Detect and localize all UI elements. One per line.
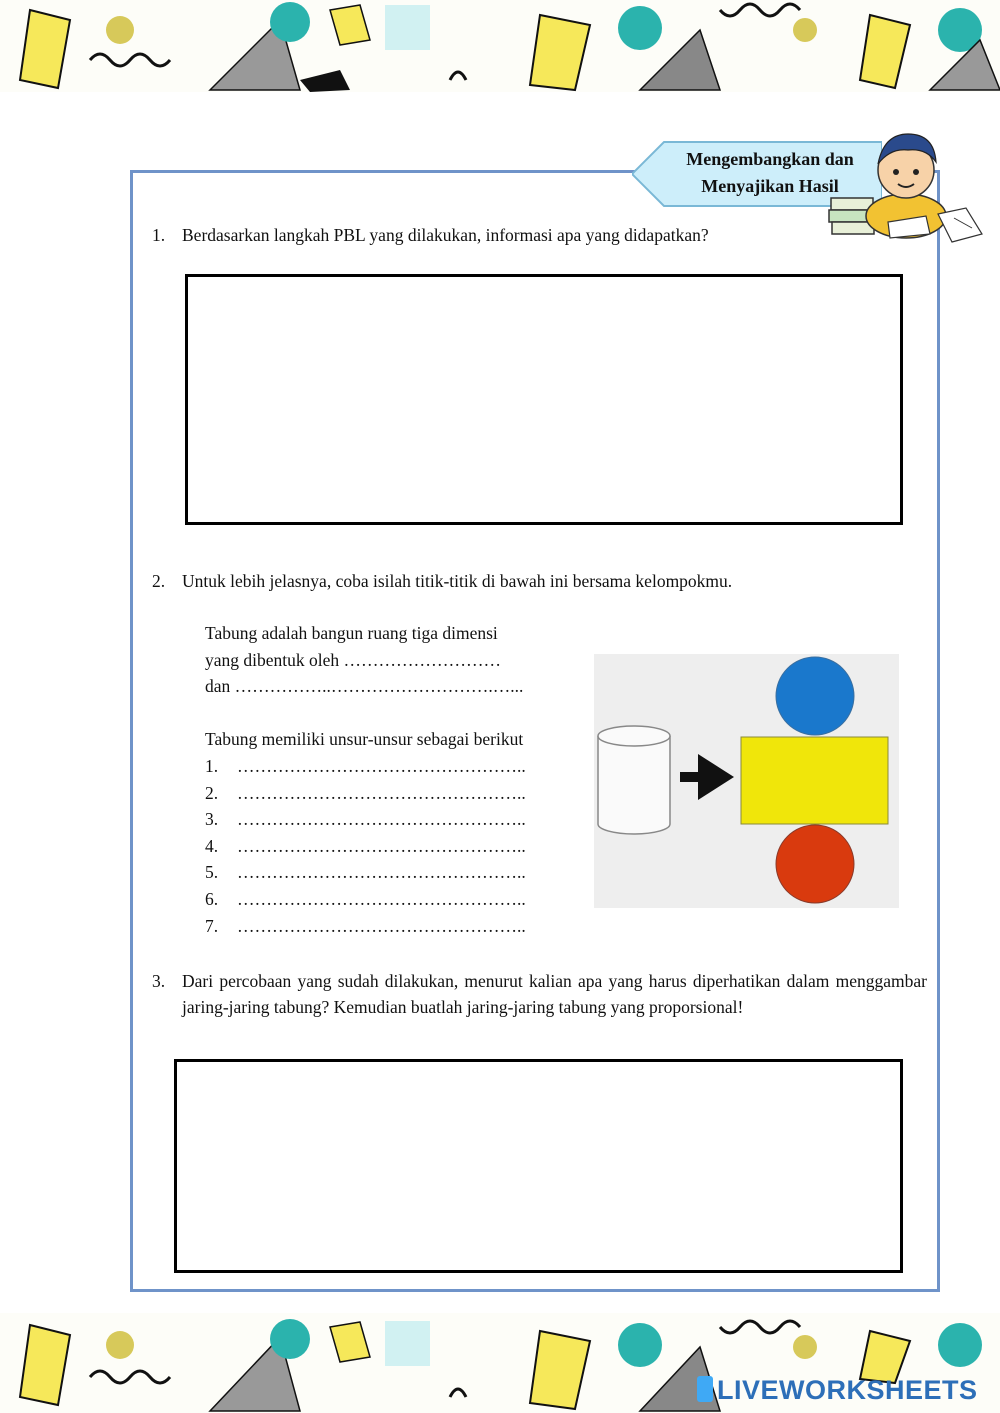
- element-item[interactable]: 5. …………………………………………..: [205, 862, 526, 883]
- question-1-number: 1.: [152, 225, 166, 245]
- fill-in-line-1: Tabung adalah bangun ruang tiga dimensi: [205, 623, 498, 643]
- banner-pattern-icon: [0, 0, 1000, 92]
- fill-in-block: [205, 620, 585, 939]
- answer-box-3[interactable]: [174, 1059, 903, 1273]
- question-2-text: Untuk lebih jelasnya, coba isilah titik-titik di bawah ini bersama kelompokmu.: [182, 571, 733, 591]
- lateral-rectangle-icon: [741, 737, 888, 824]
- element-item[interactable]: 3. …………………………………………..: [205, 809, 526, 830]
- element-item[interactable]: 7. …………………………………………..: [205, 915, 526, 936]
- section-tag-line2: Menyajikan Hasil: [701, 176, 839, 196]
- bottom-circle-icon: [776, 825, 854, 903]
- cylinder-icon: [598, 726, 670, 834]
- element-item[interactable]: 4. …………………………………………..: [205, 835, 526, 856]
- question-3-number: 3.: [152, 971, 166, 991]
- fill-in-line-2[interactable]: yang dibentuk oleh ………………………: [205, 649, 502, 670]
- liveworksheets-watermark: [697, 1374, 978, 1406]
- element-item[interactable]: 2. …………………………………………..: [205, 782, 526, 803]
- watermark-text: LIVEWORKSHEETS: [717, 1375, 978, 1405]
- fill-in-line-3[interactable]: dan ……………..……………………….…...: [205, 676, 524, 697]
- element-item[interactable]: 6. …………………………………………..: [205, 888, 526, 909]
- question-3-text: Dari percobaan yang sudah dilakukan, menurut kalian apa yang harus diperhatikan dalam menggambar jaring-jaring tabung? Kemudian buatlah jaring-jaring tabung yang proporsional!: [182, 971, 927, 1017]
- cylinder-net-figure: [594, 654, 899, 908]
- element-item[interactable]: 1. …………………………………………..: [205, 755, 526, 776]
- question-2-number: 2.: [152, 571, 166, 591]
- question-1-text: Berdasarkan langkah PBL yang dilakukan, informasi apa yang didapatkan?: [182, 225, 709, 245]
- section-tag-line1: Mengembangkan dan: [686, 149, 854, 169]
- answer-box-1[interactable]: [185, 274, 903, 525]
- top-circle-icon: [776, 657, 854, 735]
- liveworksheets-logo-icon: [697, 1376, 713, 1402]
- top-decorative-banner: [0, 0, 1000, 92]
- elements-intro: Tabung memiliki unsur-unsur sebagai berikut: [205, 729, 524, 750]
